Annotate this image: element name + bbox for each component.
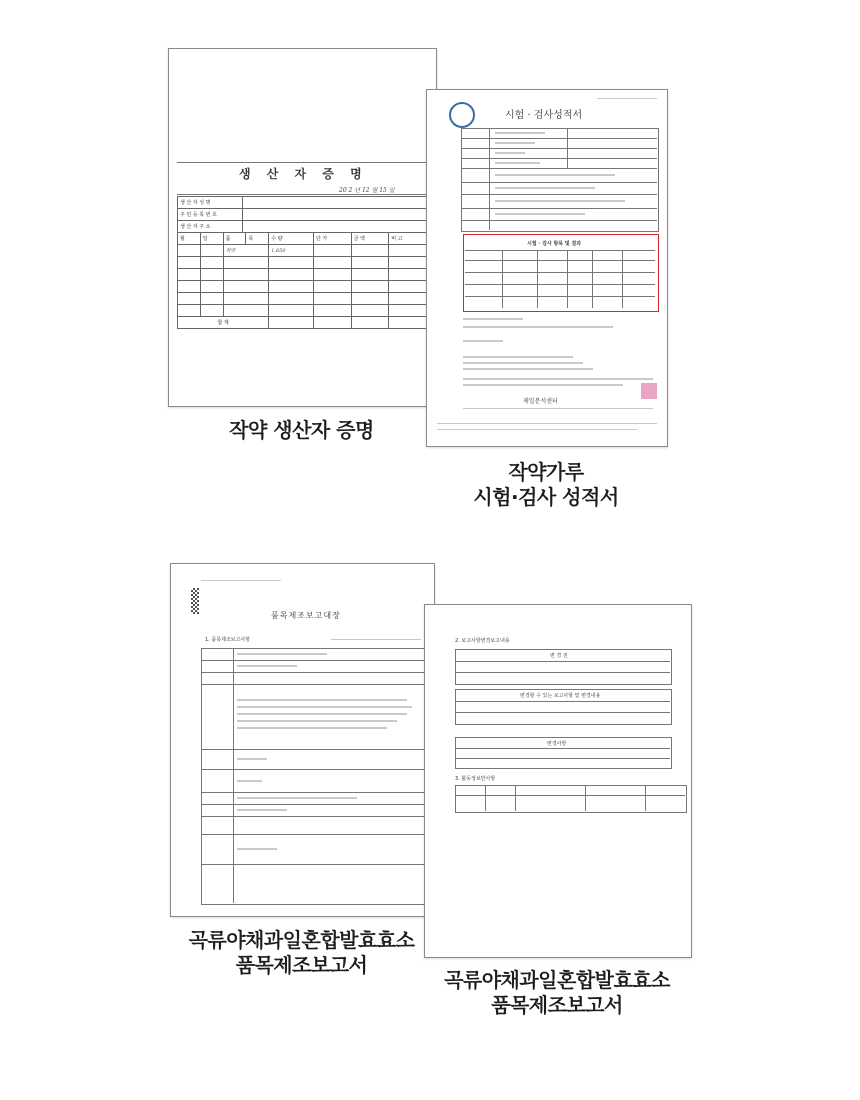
placeholder-text [437, 423, 657, 424]
row-label-address: 생 산 자 주 소 [178, 221, 243, 233]
caption-line-2: 시험·검사 성적서 [473, 485, 619, 509]
placeholder-text [463, 340, 503, 342]
grid-line [455, 795, 685, 796]
grid-line [455, 661, 670, 662]
grid-line [515, 785, 516, 811]
row-value [243, 197, 427, 209]
col-qty: 수 량 [269, 233, 314, 245]
grid-line [461, 194, 657, 195]
grid-line [465, 260, 655, 261]
placeholder-text [463, 378, 653, 380]
grid-line [567, 128, 568, 168]
table-row [178, 221, 427, 233]
placeholder-text [237, 699, 407, 701]
grid-line [461, 168, 657, 169]
placeholder-text [495, 187, 595, 189]
change-box-before-title: 변 경 전 [550, 653, 568, 659]
header-meta-line [597, 98, 657, 99]
grid-line [455, 701, 670, 702]
row-label-id: 주 민 등 록 번 호 [178, 209, 243, 221]
grid-line [461, 148, 657, 149]
placeholder-text [237, 706, 412, 708]
placeholder-text [201, 580, 281, 581]
table-top-line [177, 162, 427, 163]
placeholder-text [463, 326, 613, 328]
grid-line [201, 804, 426, 805]
test-report-title: 시험 · 검사성적서 [505, 110, 583, 121]
caption-manufacture-report-2 [424, 968, 690, 1018]
grid-line [455, 712, 670, 713]
test-report-org: 제일분석센터 [523, 398, 558, 405]
total-label: 합 계 [178, 317, 269, 329]
grid-line [201, 660, 426, 661]
grid-line [201, 792, 426, 793]
caption-line-2: 품목제조보고서 [491, 993, 623, 1017]
report-change-scan [424, 604, 692, 958]
grid-line [465, 296, 655, 297]
caption-manufacture-report-1 [170, 928, 433, 978]
grid-line [465, 284, 655, 285]
grid-line [465, 272, 655, 273]
item-qty: 1,650 [269, 245, 314, 257]
row-label-name: 생 산 자 성 명 [178, 197, 243, 209]
item-name: 작약 [223, 245, 269, 257]
table-row [178, 293, 427, 305]
table-row [178, 197, 427, 209]
table-total-row [178, 317, 427, 329]
manufacture-report-table [201, 648, 428, 905]
placeholder-text [495, 200, 625, 202]
placeholder-text [237, 848, 277, 850]
grid-line [461, 208, 657, 209]
grid-line [455, 748, 670, 749]
producer-certificate-scan [168, 48, 437, 407]
grid-line [455, 672, 670, 673]
caption-line-2: 품목제조보고서 [235, 953, 368, 977]
caption-producer-certificate [168, 418, 435, 443]
caption-line-1: 곡류야채과일혼합발효효소 [188, 928, 415, 952]
grid-line [233, 648, 234, 903]
row-value [243, 209, 427, 221]
col-month: 월 [178, 233, 201, 245]
placeholder-text [495, 142, 535, 144]
row-value [243, 221, 427, 233]
grid-line [485, 785, 486, 811]
grid-line [585, 785, 586, 811]
placeholder-text [463, 362, 583, 364]
change-section-3: 3. 활동정보반사항 [455, 776, 496, 782]
emblem-icon [449, 102, 475, 128]
table-row [178, 269, 427, 281]
placeholder-text [237, 653, 327, 655]
col-item-a: 품 [223, 233, 246, 245]
placeholder-text [331, 639, 421, 640]
table-row [178, 257, 427, 269]
grid-line [455, 758, 670, 759]
grid-line [201, 684, 426, 685]
placeholder-text [495, 132, 545, 134]
placeholder-text [237, 713, 407, 715]
caption-test-report [426, 460, 666, 510]
grid-line [461, 138, 657, 139]
table-row [178, 209, 427, 221]
change-box-changes-title: 변경사항 [547, 741, 567, 747]
table-row [178, 281, 427, 293]
placeholder-text [495, 162, 540, 164]
product-manufacture-report-scan [170, 563, 435, 917]
placeholder-text [237, 720, 397, 722]
grid-line [489, 128, 490, 230]
grid-line [201, 816, 426, 817]
grid-line [201, 749, 426, 750]
table-header-row [178, 233, 427, 245]
placeholder-text [463, 368, 593, 370]
placeholder-text [237, 797, 357, 799]
change-box-allowed-title: 변경할 수 있는 보고사항 및 변경내용 [520, 693, 601, 699]
col-day: 일 [200, 233, 223, 245]
report-info-table [461, 128, 659, 232]
grid-line [201, 672, 426, 673]
producer-cert-date: 20 2 년 12 월 15 일 [339, 187, 395, 194]
caption-line-1: 곡류야채과일혼합발효효소 [444, 968, 670, 992]
table-row [178, 305, 427, 317]
placeholder-text [463, 408, 653, 409]
manufacture-report-title: 품목제조보고대장 [271, 611, 341, 620]
table-row [178, 245, 427, 257]
table-top-line-2 [177, 194, 427, 195]
placeholder-text [495, 152, 525, 154]
placeholder-text [237, 780, 262, 782]
grid-line [592, 250, 593, 308]
grid-line [567, 250, 568, 308]
placeholder-text [463, 356, 573, 358]
org-stamp [641, 383, 657, 399]
placeholder-text [237, 727, 387, 729]
activity-info-table [455, 785, 687, 813]
grid-line [465, 250, 655, 251]
col-note: 비 고 [389, 233, 427, 245]
grid-line [201, 834, 426, 835]
col-price: 단 가 [313, 233, 351, 245]
grid-line [201, 769, 426, 770]
placeholder-text [463, 384, 623, 386]
grid-line [502, 250, 503, 308]
placeholder-text [463, 318, 523, 320]
col-amount: 금 액 [351, 233, 389, 245]
grid-line [645, 785, 646, 811]
test-results-header: 시험 · 검사 항목 및 결과 [527, 241, 582, 247]
caption-line-1: 작약가루 [508, 460, 584, 484]
grid-line [622, 250, 623, 308]
test-report-scan [426, 89, 668, 447]
caption-text: 작약 생산자 증명 [229, 418, 374, 442]
placeholder-text [437, 429, 637, 430]
grid-line [537, 250, 538, 308]
change-section-2: 2. 보고사항변경보고내용 [455, 638, 510, 644]
manufacture-section-1: 1. 품목제조보고사항 [205, 637, 251, 643]
placeholder-text [237, 758, 267, 760]
producer-info-table [177, 196, 427, 233]
col-item-b: 목 [246, 233, 269, 245]
grid-line [201, 864, 426, 865]
grid-line [461, 220, 657, 221]
producer-items-table [177, 232, 427, 329]
placeholder-text [495, 213, 585, 215]
corner-pattern [191, 588, 199, 614]
grid-line [461, 182, 657, 183]
placeholder-text [237, 665, 297, 667]
producer-cert-title: 생 산 자 증 명 [239, 167, 368, 181]
placeholder-text [237, 809, 287, 811]
placeholder-text [495, 174, 615, 176]
grid-line [461, 158, 657, 159]
